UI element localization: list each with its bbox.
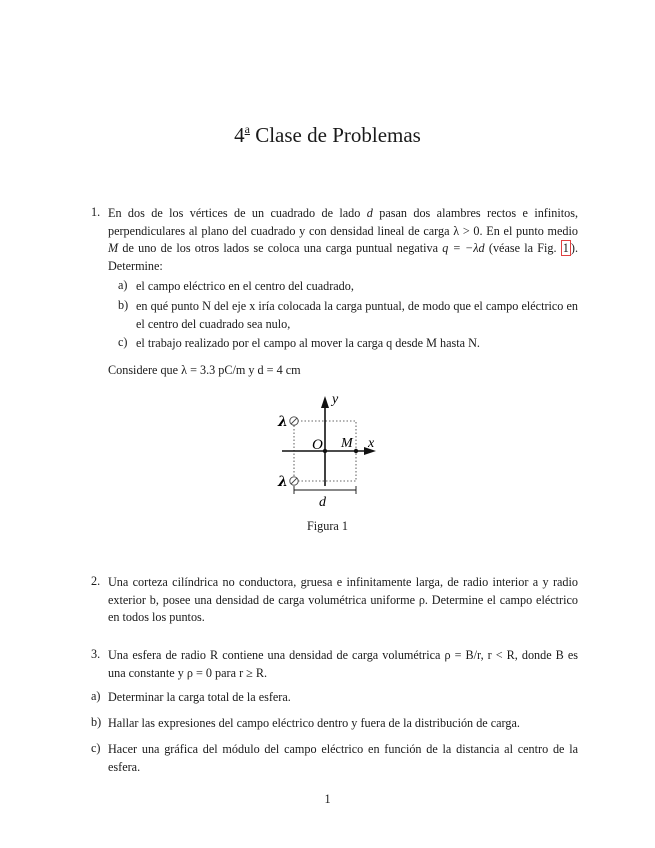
problem-1-number: 1. bbox=[91, 205, 101, 219]
var-M: M bbox=[108, 241, 119, 256]
var-q: q = −λd bbox=[442, 241, 485, 256]
var-d: d bbox=[366, 206, 373, 220]
label-lambda-top: λ bbox=[278, 414, 288, 430]
problem-1b-label: b) bbox=[118, 298, 129, 312]
problem-3b-text: Hallar las expresiones del campo eléctrico dentro y fuera de la distribución de carga. bbox=[108, 716, 520, 730]
label-d: d bbox=[319, 495, 326, 510]
problem-2-number: 2. bbox=[91, 574, 101, 588]
title-text: Clase de Problemas bbox=[255, 123, 421, 147]
problem-1-text-d: (véase la Fig. bbox=[484, 241, 561, 256]
label-lambda-bottom: λ bbox=[278, 474, 288, 490]
y-axis-arrow bbox=[321, 396, 329, 408]
problem-3a-label: a) bbox=[91, 689, 101, 703]
label-M: M bbox=[341, 436, 353, 451]
problem-1c-label: c) bbox=[118, 335, 128, 349]
problem-3b-label: b) bbox=[91, 715, 102, 729]
title-superscript: a bbox=[244, 122, 250, 136]
label-x: x bbox=[368, 436, 375, 451]
title-number: 4 bbox=[234, 123, 245, 147]
wire-bottom-icon bbox=[290, 477, 298, 485]
problem-1-text-a: En dos de los vértices de un cuadrado de lado bbox=[108, 206, 367, 220]
label-y: y bbox=[332, 392, 339, 407]
problem-1a-text: el campo eléctrico en el centro del cuadrado, bbox=[136, 279, 354, 293]
problem-3-text: Una esfera de radio R contiene una densidad de carga volumétrica ρ = B/r, r < R, donde B es una constante y ρ = 0 para r ≥ R. bbox=[108, 648, 578, 680]
figure-caption: Figura 1 bbox=[307, 519, 348, 533]
problem-1-text-e: ). Determine: bbox=[108, 241, 578, 273]
wire-top-icon bbox=[290, 417, 298, 425]
label-O: O bbox=[312, 437, 323, 453]
problem-1-text-c: de uno de los otros lados se coloca una carga puntual negativa bbox=[118, 241, 443, 256]
problem-1c-text: el trabajo realizado por el campo al mover la carga q desde M hasta N. bbox=[136, 336, 480, 350]
point-M bbox=[354, 449, 358, 453]
problem-1a-label: a) bbox=[118, 278, 128, 292]
problem-1b-text: en qué punto N del eje x iría colocada la carga puntual, de modo que el campo eléctrico en el centro del cuadrado sea nulo, bbox=[136, 299, 578, 331]
problem-2-text: Una corteza cilíndrica no conductora, gruesa e infinitamente larga, de radio interior a y radio exterior b, posee una densidad de carga volumétrica uniforme ρ. Determine el campo eléctrico en todos los puntos. bbox=[108, 575, 578, 625]
problem-3-number: 3. bbox=[91, 647, 101, 661]
problem-3c-label: c) bbox=[91, 741, 101, 755]
page-number: 1 bbox=[324, 792, 331, 806]
problem-3c-text: Hacer una gráfica del módulo del campo eléctrico en función de la distancia al centro de la esfera. bbox=[108, 742, 578, 774]
problem-1-consider: Considere que λ = 3.3 pC/m y d = 4 cm bbox=[108, 363, 301, 377]
figure-reference-link[interactable]: 1 bbox=[562, 241, 569, 256]
problem-3a-text: Determinar la carga total de la esfera. bbox=[108, 690, 291, 704]
problem-1-text-b: pasan dos alambres rectos e infinitos, perpendiculares al plano del cuadrado y con densidad lineal de carga λ > 0. En el punto medio bbox=[108, 206, 578, 238]
origin-point bbox=[323, 449, 327, 453]
